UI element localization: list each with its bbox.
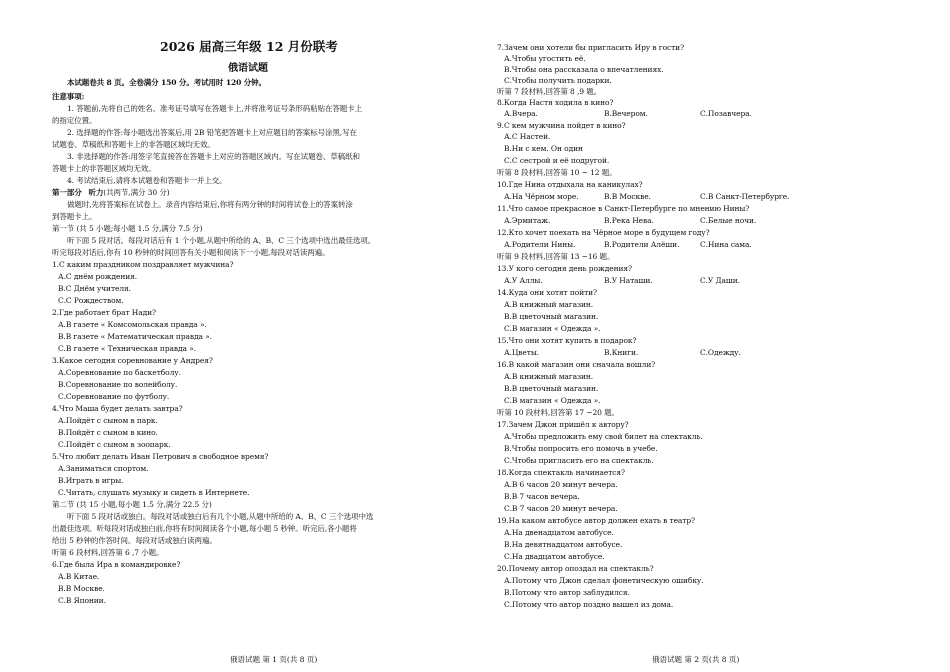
- option-19a: А.На двенадцатом автобусе.: [504, 528, 614, 537]
- option-14c: С.В магазин « Одежда ».: [504, 324, 601, 333]
- option-11c: С.Белые ночи.: [700, 216, 757, 225]
- question-15: 15.Что они хотят купить в подарок?: [497, 336, 637, 345]
- page-footer-right: 俄语试题 第 2 页(共 8 页): [652, 655, 740, 664]
- option-16a: А.В книжный магазин.: [504, 372, 594, 381]
- page-subtitle: 俄语试题: [228, 63, 268, 74]
- option-3c: С.Соревнование по футболу.: [58, 392, 170, 401]
- option-1c: С.С Рождеством.: [58, 296, 124, 305]
- option-17b: В.Чтобы попросить его помочь в учебе.: [504, 444, 658, 453]
- question-3: 3.Какое сегодня соревнование у Андрея?: [52, 356, 213, 365]
- option-8a: А.Вчера.: [504, 109, 538, 118]
- question-1: 1.С каким праздником поздравляет мужчина?: [52, 260, 234, 269]
- question-8: 8.Когда Настя ходила в кино?: [497, 98, 614, 107]
- note-2: 2. 选择题的作答:每小题选出答案后,用 2B 铅笔把答题卡上对应题目的答案标号涂黑,写在: [67, 128, 357, 137]
- option-10b: В.В Москве.: [604, 192, 651, 201]
- option-12c: С.Нина сама.: [700, 240, 752, 249]
- option-8b: В.Вечером.: [604, 109, 648, 118]
- question-9: 9.С кем мужчина пойдет в кино?: [497, 121, 626, 130]
- option-20b: В.Потому что автор заблудился.: [504, 588, 630, 597]
- option-16b: В.В цветочный магазин.: [504, 384, 599, 393]
- option-14b: В.В цветочный магазин.: [504, 312, 599, 321]
- option-13b: В.У Наташи.: [604, 276, 653, 285]
- option-13c: С.У Даши.: [700, 276, 740, 285]
- option-11a: А.Эрмитаж.: [504, 216, 551, 225]
- option-3a: А.Соревнование по баскетболу.: [58, 368, 181, 377]
- option-12b: В.Родители Алёши.: [604, 240, 680, 249]
- question-7: 7.Зачем они хотели бы пригласить Иру в гости?: [497, 43, 684, 52]
- option-15c: С.Одежду.: [700, 348, 741, 357]
- option-6a: А.В Китае.: [58, 572, 100, 581]
- option-12a: А.Родители Нины.: [504, 240, 576, 249]
- option-2c: С.В газете « Техническая правда ».: [58, 344, 196, 353]
- option-16c: С.В магазин « Одежда ».: [504, 396, 601, 405]
- option-2b: В.В газете « Математическая правда ».: [58, 332, 212, 341]
- note-3-cont: 答题卡上的非答题区域均无效。: [52, 164, 156, 173]
- part1-intro-cont: 到答题卡上。: [52, 212, 97, 221]
- option-20c: С.Потому что автор поздно вышел из дома.: [504, 600, 674, 609]
- option-17a: А.Чтобы предложить ему свой билет на спектакль.: [504, 432, 703, 441]
- listen-instruction-8: 听第 8 段材料,回答第 10 ~ 12 题。: [497, 168, 617, 177]
- question-17: 17.Зачем Джон пришёл к автору?: [497, 420, 629, 429]
- page-title: 2026 届高三年级 12 月份联考: [160, 39, 338, 54]
- question-11: 11.Что самое прекрасное в Санкт-Петербурге по мнению Нины?: [497, 204, 750, 213]
- question-5: 5.Что любит делать Иван Петрович в свободное время?: [52, 452, 269, 461]
- option-4c: С.Пойдёт с сыном в зоопарк.: [58, 440, 171, 449]
- option-18c: С.В 7 часов 20 минут вечера.: [504, 504, 618, 513]
- listen-instruction-9: 听第 9 段材料,回答第 13 ~16 题。: [497, 252, 615, 261]
- option-6c: С.В Японии.: [58, 596, 106, 605]
- option-18b: В.В 7 часов вечера.: [504, 492, 580, 501]
- option-18a: А.В 6 часов 20 минут вечера.: [504, 480, 618, 489]
- question-10: 10.Где Нина отдыхала на каникулах?: [497, 180, 643, 189]
- option-9c: С.С сестрой и её подругой.: [504, 156, 610, 165]
- section2-intro-cont2: 给出 5 秒钟的作答时间。每段对话或独白读两遍。: [52, 536, 217, 545]
- question-2: 2.Где работает брат Нади?: [52, 308, 156, 317]
- part1-label: 第一部分: [52, 188, 82, 197]
- part1-heading: [52, 188, 170, 197]
- option-1b: В.С Днём учителя.: [58, 284, 131, 293]
- option-8c: С.Позавчера.: [700, 109, 752, 118]
- question-20: 20.Почему автор опоздал на спектакль?: [497, 564, 654, 573]
- part1-name: 听力: [88, 188, 104, 197]
- listen-instruction-6: 听第 6 段材料,回答第 6 ,7 小题。: [52, 548, 164, 557]
- option-5a: А.Заниматься спортом.: [58, 464, 149, 473]
- option-5b: В.Играть в игры.: [58, 476, 124, 485]
- option-20a: А.Потому что Джон сделал фонетическую ошибку.: [504, 576, 704, 585]
- note-3: 3. 非选择题的作答:用签字笔直接答在答题卡上对应的答题区域内。写在试题卷、草稿纸和: [67, 152, 360, 161]
- option-13a: А.У Аллы.: [504, 276, 543, 285]
- option-15a: А.Цветы.: [504, 348, 539, 357]
- note-1: 1. 答题前,先将自己的姓名、准考证号填写在答题卡上,并将准考证号条形码粘贴在答题卡上: [67, 104, 363, 113]
- question-13: 13.У кого сегодня день рождения?: [497, 264, 632, 273]
- question-6: 6.Где была Ира в командировке?: [52, 560, 181, 569]
- option-17c: С.Чтобы пригласить его на спектакль.: [504, 456, 654, 465]
- note-4: 4. 考试结束后,请将本试题卷和答题卡一并上交。: [67, 176, 227, 185]
- option-9b: В.Ни с кем. Он один: [504, 144, 583, 153]
- note-2-cont: 试题卷、草稿纸和答题卡上的非答题区域均无效。: [52, 140, 215, 149]
- option-5c: С.Читать, слушать музыку и сидеть в Интернете.: [58, 488, 250, 497]
- section2-intro-cont1: 出最佳选项。听每段对话或独白前,你将有时间阅读各个小题,每小题 5 秒钟。听完后,各小题将: [52, 524, 357, 533]
- note-1-cont: 的指定位置。: [52, 116, 97, 125]
- question-18: 18.Когда спектакль начинается?: [497, 468, 625, 477]
- page-footer-left: 俄语试题 第 1 页(共 8 页): [230, 655, 318, 664]
- question-19: 19.На каком автобусе автор должен ехать в театр?: [497, 516, 695, 525]
- part1-score: (共两节,满分 30 分): [103, 188, 170, 197]
- option-19c: С.На двадцатом автобусе.: [504, 552, 605, 561]
- question-16: 16.В какой магазин они сначала вошли?: [497, 360, 656, 369]
- option-10a: А.На Чёрном море.: [504, 192, 579, 201]
- option-9a: А.С Настей.: [504, 132, 551, 141]
- notes-heading: 注意事项:: [52, 92, 85, 101]
- option-7a: А.Чтобы угостить её.: [504, 54, 586, 63]
- option-6b: В.В Москве.: [58, 584, 105, 593]
- option-11b: В.Река Нева.: [604, 216, 654, 225]
- option-15b: В.Книги.: [604, 348, 639, 357]
- option-4b: В.Пойдёт с сыном в кино.: [58, 428, 158, 437]
- option-1a: А.С днём рождения.: [58, 272, 138, 281]
- option-19b: В.На девятнадцатом автобусе.: [504, 540, 623, 549]
- option-14a: А.В книжный магазин.: [504, 300, 594, 309]
- section2-intro: 听下面 5 段对话或独白。每段对话或独白后有几个小题,从题中所给的 A、B、C 三个选项中选: [67, 512, 374, 521]
- part1-intro: 做题时,先将答案标在试卷上。录音内容结束后,你将有两分钟的时间将试卷上的答案转涂: [67, 200, 353, 209]
- section1-intro: 听下面 5 段对话。每段对话后有 1 个小题,从题中所给的 A、B、C 三个选项中选出最佳选项。: [67, 236, 376, 245]
- option-7c: С.Чтобы получить подарки.: [504, 76, 612, 85]
- section1-intro-cont: 听完每段对话后,你有 10 秒钟的时间回答有关小题和阅读下一小题,每段对话读两遍。: [52, 248, 330, 257]
- question-12: 12.Кто хочет поехать на Чёрное море в будущем году?: [497, 228, 710, 237]
- option-7b: В.Чтобы она рассказала о впечатлениях.: [504, 65, 664, 74]
- option-10c: С.В Санкт-Петербурге.: [700, 192, 790, 201]
- option-4a: А.Пойдёт с сыном в парк.: [58, 416, 158, 425]
- listen-instruction-10: 听第 10 段材料,回答第 17 ~20 题。: [497, 408, 619, 417]
- section2-heading: 第二节 (共 15 小题,每小题 1.5 分,满分 22.5 分): [52, 500, 212, 509]
- question-4: 4.Что Маша будет делать завтра?: [52, 404, 183, 413]
- option-3b: В.Соревнование по волейболу.: [58, 380, 178, 389]
- question-14: 14.Куда они хотят пойти?: [497, 288, 597, 297]
- option-2a: А.В газете « Комсомольская правда ».: [58, 320, 207, 329]
- listen-instruction-7: 听第 7 段材料,回答第 8 ,9 题。: [497, 87, 602, 96]
- exam-info: 本试题卷共 8 页。全卷满分 150 分。考试用时 120 分钟。: [67, 78, 266, 87]
- section1-heading: 第一节 (共 5 小题;每小题 1.5 分,满分 7.5 分): [52, 224, 203, 233]
